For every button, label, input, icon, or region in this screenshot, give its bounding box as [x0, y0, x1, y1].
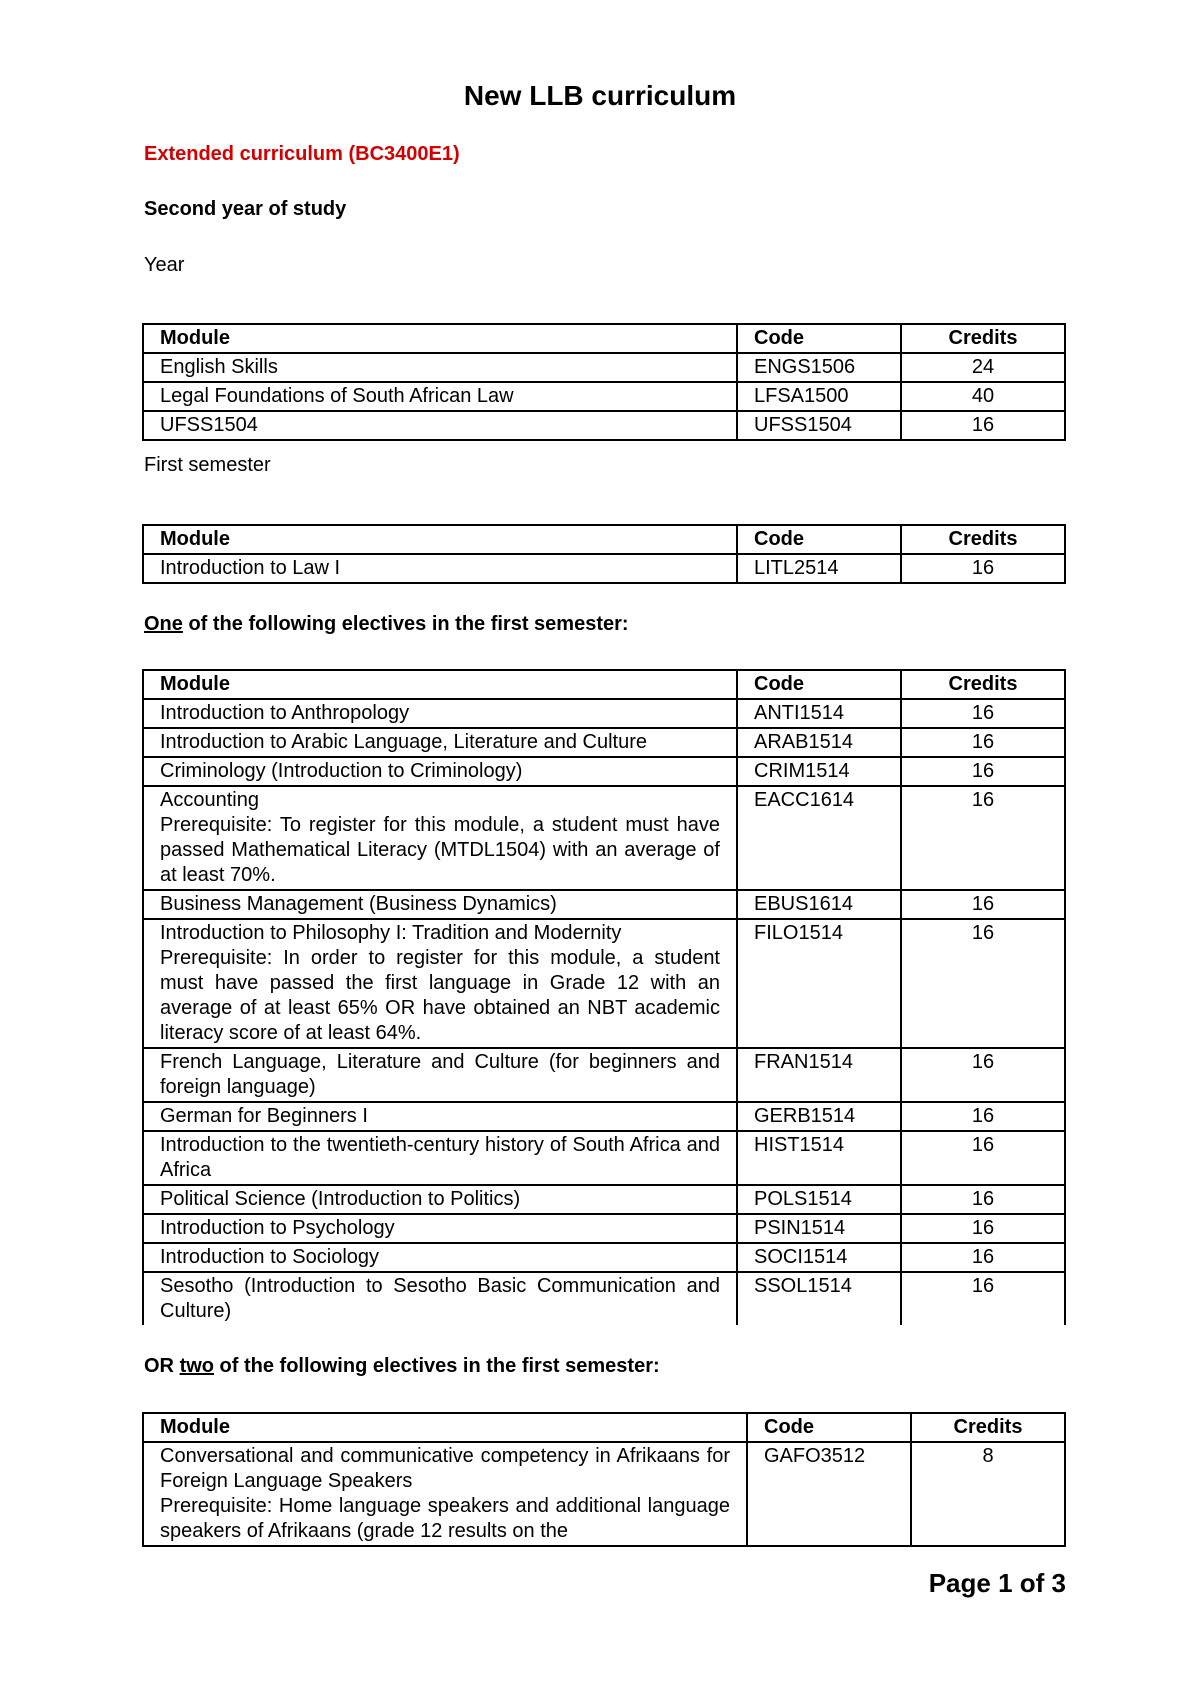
table-row	[143, 1131, 1065, 1185]
electives-one-table	[142, 669, 1066, 1325]
code-cell: SSOL1514	[737, 1272, 901, 1325]
module-prerequisite: Prerequisite: In order to register for this module, a student must have passed the first language in Grade 12 with an average of at least 65% OR have obtained an NBT academic literacy score of at least 64%.	[160, 947, 720, 1044]
table-row	[143, 1442, 1065, 1546]
electives-two-heading-text: of the following electives in the first semester:	[214, 1355, 660, 1377]
module-cell	[143, 1243, 737, 1272]
module-cell	[143, 411, 737, 440]
credits-cell: 16	[901, 1214, 1065, 1243]
credits-cell: 16	[901, 1131, 1065, 1185]
code-cell: FILO1514	[737, 919, 901, 1048]
module-cell	[143, 1131, 737, 1185]
credits-cell: 16	[901, 919, 1065, 1048]
electives-two-heading	[144, 1355, 660, 1378]
module-cell	[143, 890, 737, 919]
module-name: Business Management (Business Dynamics)	[160, 893, 557, 915]
code-cell: ARAB1514	[737, 728, 901, 757]
module-cell	[143, 1214, 737, 1243]
table-header-row	[143, 324, 1065, 353]
table-row	[143, 699, 1065, 728]
table-row	[143, 554, 1065, 583]
credits-cell: 40	[901, 382, 1065, 411]
electives-two-clip	[0, 1412, 1200, 1552]
electives-two-table	[142, 1412, 1066, 1547]
credits-header: Credits	[901, 324, 1065, 353]
credits-cell: 16	[901, 1048, 1065, 1102]
first-semester-table	[142, 524, 1066, 584]
credits-cell: 16	[901, 757, 1065, 786]
code-cell: PSIN1514	[737, 1214, 901, 1243]
table-row	[143, 1102, 1065, 1131]
module-name: Introduction to Law I	[160, 557, 341, 579]
table-row	[143, 1048, 1065, 1102]
credits-cell: 16	[901, 411, 1065, 440]
code-header: Code	[747, 1413, 911, 1442]
module-cell	[143, 1048, 737, 1102]
table-header-row	[143, 525, 1065, 554]
code-cell: LITL2514	[737, 554, 901, 583]
credits-cell: 16	[901, 1185, 1065, 1214]
module-cell	[143, 353, 737, 382]
module-prerequisite: Prerequisite: Home language speakers and additional language speakers of Afrikaans (grade 12 results on the	[160, 1495, 730, 1542]
module-header: Module	[143, 1413, 747, 1442]
code-cell: HIST1514	[737, 1131, 901, 1185]
module-name: German for Beginners I	[160, 1105, 368, 1127]
code-cell: LFSA1500	[737, 382, 901, 411]
table-row	[143, 1185, 1065, 1214]
credits-cell: 16	[901, 1243, 1065, 1272]
credits-header: Credits	[911, 1413, 1065, 1442]
table-row	[143, 1243, 1065, 1272]
module-cell	[143, 786, 737, 890]
table-row	[143, 757, 1065, 786]
module-prerequisite: Prerequisite: To register for this module, a student must have passed Mathematical Literacy (MTDL1504) with an average of at least 70%.	[160, 814, 720, 886]
table-header-row	[143, 1413, 1065, 1442]
code-cell: GAFO3512	[747, 1442, 911, 1546]
module-header: Module	[143, 670, 737, 699]
module-name: Criminology (Introduction to Criminology)	[160, 760, 523, 782]
credits-cell: 16	[901, 890, 1065, 919]
code-cell: EACC1614	[737, 786, 901, 890]
module-cell	[143, 699, 737, 728]
module-name: Accounting	[160, 789, 259, 811]
module-header: Module	[143, 525, 737, 554]
module-name: Introduction to Sociology	[160, 1246, 380, 1268]
first-semester-heading: First semester	[144, 454, 271, 476]
credits-cell: 24	[901, 353, 1065, 382]
code-header: Code	[737, 670, 901, 699]
code-cell: ENGS1506	[737, 353, 901, 382]
module-cell	[143, 757, 737, 786]
electives-two-or: OR	[144, 1355, 180, 1377]
module-name: Legal Foundations of South African Law	[160, 385, 514, 407]
module-cell	[143, 1272, 737, 1325]
code-cell: POLS1514	[737, 1185, 901, 1214]
credits-cell: 8	[911, 1442, 1065, 1546]
table-row	[143, 728, 1065, 757]
code-header: Code	[737, 525, 901, 554]
code-cell: ANTI1514	[737, 699, 901, 728]
credits-header: Credits	[901, 525, 1065, 554]
module-name: Introduction to the twentieth-century history of South Africa and Africa	[160, 1134, 720, 1181]
code-cell: SOCI1514	[737, 1243, 901, 1272]
module-header: Module	[143, 324, 737, 353]
module-name: UFSS1504	[160, 414, 258, 436]
year-modules-table	[142, 323, 1066, 441]
table-row	[143, 890, 1065, 919]
table-row	[143, 382, 1065, 411]
electives-one-heading	[144, 613, 629, 636]
module-name: Political Science (Introduction to Politics)	[160, 1188, 521, 1210]
table-row	[143, 411, 1065, 440]
module-cell	[143, 1102, 737, 1131]
module-cell	[143, 1185, 737, 1214]
credits-cell: 16	[901, 554, 1065, 583]
credits-cell: 16	[901, 728, 1065, 757]
code-cell: CRIM1514	[737, 757, 901, 786]
module-name: English Skills	[160, 356, 278, 378]
module-cell	[143, 554, 737, 583]
page-title: New LLB curriculum	[463, 80, 737, 111]
module-name: Introduction to Anthropology	[160, 702, 410, 724]
credits-header: Credits	[901, 670, 1065, 699]
section-heading: Second year of study	[144, 198, 347, 220]
code-header: Code	[737, 324, 901, 353]
credits-cell: 16	[901, 1272, 1065, 1325]
year-heading: Year	[144, 254, 185, 276]
module-name: Sesotho (Introduction to Sesotho Basic Communication and Culture)	[160, 1275, 720, 1322]
module-cell	[143, 919, 737, 1048]
module-name: Conversational and communicative competency in Afrikaans for Foreign Language Speakers	[160, 1445, 730, 1492]
module-name: Introduction to Arabic Language, Literature and Culture	[160, 731, 647, 753]
curriculum-subtitle: Extended curriculum (BC3400E1)	[144, 143, 460, 165]
module-name: Introduction to Philosophy I: Tradition and Modernity	[160, 922, 622, 944]
table-row	[143, 786, 1065, 890]
module-cell	[143, 382, 737, 411]
table-row	[143, 353, 1065, 382]
module-name: French Language, Literature and Culture (for beginners and foreign language)	[160, 1051, 720, 1098]
electives-two-emphasis: two	[179, 1355, 214, 1377]
table-row	[143, 1272, 1065, 1325]
code-cell: FRAN1514	[737, 1048, 901, 1102]
credits-cell: 16	[901, 699, 1065, 728]
electives-one-emphasis: One	[144, 613, 183, 635]
code-cell: GERB1514	[737, 1102, 901, 1131]
credits-cell: 16	[901, 786, 1065, 890]
electives-one-heading-text: of the following electives in the first semester:	[182, 613, 629, 635]
code-cell: UFSS1504	[737, 411, 901, 440]
table-header-row	[143, 670, 1065, 699]
module-cell	[143, 1442, 747, 1546]
credits-cell: 16	[901, 1102, 1065, 1131]
page-number: Page 1 of 3	[928, 1568, 1066, 1598]
table-row	[143, 919, 1065, 1048]
module-name: Introduction to Psychology	[160, 1217, 395, 1239]
code-cell: EBUS1614	[737, 890, 901, 919]
table-row	[143, 1214, 1065, 1243]
module-cell	[143, 728, 737, 757]
